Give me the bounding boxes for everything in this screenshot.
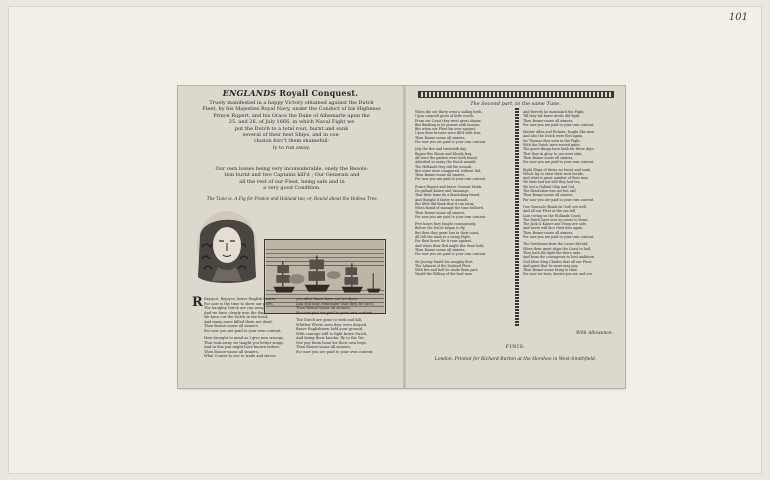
verse-line: That their fame do a flourishing friend, [415, 193, 481, 198]
verse-line: Upon their breasts were fill'd with fear, [415, 131, 481, 136]
verse-line: That took away we taught you better songs, [204, 340, 285, 345]
verse-line: And still may remember that they be such, [296, 301, 374, 306]
losses-line: tion burnt and two Captains kill'd ; Our Generals and [224, 172, 360, 179]
title-lead: ENGLANDS [222, 88, 277, 98]
verse-line: Master Allen and Holmes, fought like men, [523, 130, 595, 135]
verse-line: Whither Fleets seen they were despoil, [296, 322, 368, 327]
verse-line: God bless King Charles that all our Fleet, [523, 259, 593, 264]
verse-line: Prince Rupert and brave General Monk, [415, 184, 483, 189]
losses-line: all the rest of our Fleet, being safe and in [239, 178, 345, 185]
subtitle-line: put the Dutch to a total rout, burnt and sunk [234, 125, 349, 132]
verse-line: The Resolution was not but sail, [523, 189, 577, 194]
verse-line: July the five and twentieth day, [415, 147, 467, 152]
title-rest: Royall Conquest. [279, 88, 359, 98]
verse-line: And thought it faster to assault, [415, 197, 469, 202]
subtitle-line: Prince Rupert, and his Grace the Duke of Albemarle upon the [213, 112, 370, 119]
mount-board [8, 6, 762, 474]
verse-line: For then brave Sir it runs against, [415, 239, 473, 244]
verse-line: The haughty Dutch are run away, [204, 306, 265, 310]
portrait-woodcut [194, 207, 260, 285]
losses-line: Our own losses being very inconsiderable, onely the Resolu- [215, 166, 369, 172]
verse-line: And also the Dutch were fled again, [523, 134, 583, 139]
verse-line: And from the courageous to best ambition, [523, 255, 595, 260]
verse-line: Then Bonne-soone all sinners, [204, 349, 259, 354]
verse-line: Began this Shoon and bloody fray, [415, 151, 473, 156]
verse-line: And never will face their foes again, [523, 226, 584, 231]
verse-line: Till they his brave deeds did fight, [523, 114, 581, 119]
verse-line: you after times have not we done, [296, 297, 358, 301]
verse-line: But little did think they'd run away, [415, 201, 475, 206]
verse-line: We then had not still they had ten, [523, 180, 581, 185]
first-part-leaf [178, 86, 403, 388]
verse-line: For now you are paid to your own content. [523, 122, 595, 127]
ornamental-border [418, 91, 614, 98]
column-rule [515, 108, 519, 326]
verse-line: The Hollands they did the assault, [415, 164, 473, 169]
verse-line: Then Bonne-soone all sinners, [523, 193, 574, 198]
verse-line: And grant that he more may pay, [523, 263, 578, 268]
first-part-column-1 [204, 297, 284, 359]
verse-line: The Dutch have now no cause to boast, [523, 217, 589, 222]
verse-line: When the out thirty went a sailing forth, [415, 110, 483, 114]
losses-paragraph [192, 166, 392, 192]
verse-line: And all our Fleet at the sea tell, [523, 209, 577, 214]
verse-line: When their great ships the Coast to hail, [523, 246, 591, 251]
second-part-title: The Second part, to the same Tune. [470, 101, 561, 107]
verse-line: Then Bonne-soone all sinners, [523, 230, 574, 235]
verse-line: For now is the time to shew our parts, [204, 301, 274, 306]
verse-line: But when our Fleet his over against, [415, 127, 476, 132]
verse-line: For now you are paid to your own content. [523, 197, 595, 202]
verse-line: But thinking to be pursue with honour, [415, 122, 480, 127]
verse-line: Our Generals (thank be God) are well, [523, 204, 587, 209]
verse-line: With fire and bolt he made them part, [415, 268, 479, 273]
verse-line: Then Bonne-soone all sinners, [204, 324, 259, 328]
verse-line: For now you are paid to your own content. [415, 177, 487, 182]
verse-line: And being their knocks, fly to the Tor, [296, 336, 365, 340]
first-part-column-2 [296, 297, 374, 354]
printer-imprint: London, Printed for Richard Burton at the Horshoo in West-Smithfield. [434, 357, 597, 362]
verse-line: And fiercely he maintain'd the Fight, [523, 110, 585, 114]
verse-line: Before the Dutch begun to fly, [415, 226, 466, 231]
verse-line: We lost a Gallant Ship and Gal, [523, 184, 575, 189]
verse-line: Then Bonne-soone all sinners, [296, 306, 351, 310]
subtitle-line: ly to run away. [272, 144, 311, 151]
verse-line: The Dutchmen from the Cause did sail, [523, 242, 589, 247]
verse-line: Then Bonne-soone all sinners, [523, 155, 574, 160]
verse-line: Then Bonne-soone all sinners, [415, 135, 466, 140]
verse-line: For now you are paid to your own content. [296, 310, 374, 315]
verse-line: The Jack & Kaiser and Troop are safe, [523, 222, 587, 227]
verse-line: We have cut the Dutch in the head, [204, 315, 269, 319]
verse-line: For now we have, known you are and ove. [523, 272, 594, 277]
verse-line: Then Bonne-soone all sinners, [296, 345, 351, 349]
verse-line: And what is great number of their men [523, 176, 589, 181]
broadside-sheet [178, 86, 625, 388]
page-number: 101 [728, 12, 748, 23]
verse-line: And when their fled might flee their hold, [415, 243, 485, 248]
drop-cap: R [192, 295, 203, 310]
second-part-column-2 [523, 110, 595, 277]
finis: FINIS. [505, 344, 526, 350]
verse-line: They hath the fight the shore sake, [523, 250, 582, 255]
verse-line: Then Bonne-soone all sinners, [415, 210, 466, 215]
verse-line: Then Bonne-soone all sinners, [415, 173, 466, 178]
subtitle-line: several of their best Ships, and in con- [242, 132, 341, 139]
verse-line: How brought to mind as I give now wrongs, [204, 336, 284, 340]
verse-line: Sir Jeremy Smith his naughty fleet, [415, 259, 474, 264]
verse-line: What Course to see to trade and slaves. [204, 354, 277, 358]
verse-line: Do gallant Kaiser and Vansunge, [415, 189, 470, 194]
second-part-column-1 [415, 110, 486, 277]
verse-line: Then Bonne-soone all sinners, [523, 118, 574, 123]
subtitle-line: Fleet, by his Majesties Royal Navy, under the Conduct of his Highness [202, 106, 381, 113]
tune-line: The Tune is, A Fig for France and Holland too, or, Round about the Hollow Tree. [206, 196, 379, 201]
verse-line: Eight Ships of theirs we burnt and sunk, [523, 167, 591, 172]
subtitle-line: Truely manifested in a happy Victory obtained against the Dutch [209, 100, 374, 106]
verse-line: And we have clearly won the day, [204, 310, 265, 315]
verse-line: Then Bonne-soone bring to time, [523, 268, 578, 273]
verse-line: For now you are paid to your own content. [204, 328, 282, 333]
broadside-title [178, 88, 403, 98]
verse-line: Sir Thomas they seen in the Fight, [523, 138, 581, 143]
subtitle [190, 100, 393, 151]
verse-line: From our Coast they went great shame, [415, 118, 482, 123]
verse-line: For now you are paid to your own content. [523, 160, 595, 165]
verse-line: And in this you might have known before, [204, 345, 281, 349]
subtitle-line: 25. and 26. of July 1666. in which Naval Fight we [228, 119, 355, 126]
verse-line: All were the pirates were both found, [415, 155, 478, 160]
second-part-leaf [406, 86, 625, 388]
verse-line: Brave Englishmen hold your ground, [296, 327, 364, 331]
verse-line: For now you are paid to your own content. [415, 252, 487, 257]
verse-line: For now you are paid to your own content. [296, 349, 374, 354]
verse-line: Then Bonne-soone all sinners, [415, 247, 466, 252]
verse-line: That they in glory to sea were take, [523, 151, 583, 156]
with-allowance: With Allowance. [575, 331, 613, 336]
verse-line: With courage still to fight brave Dutch, [296, 331, 368, 336]
verse-line: But then they great loss in their coast, [415, 230, 480, 235]
verse-line: And many more killed them are dead, [204, 319, 273, 324]
verse-line: But some were conquered, without fail, [415, 168, 482, 173]
verse-line: With the Dutch were routed quite, [523, 143, 581, 148]
verse-line: The Dutch are gone to seek and kill, [296, 318, 363, 322]
verse-line: Admitted so many the Dutch assault, [415, 160, 477, 165]
verse-line: Upon counsell given of little worth, [415, 114, 475, 119]
verse-line: For now you are paid to your own content. [415, 140, 487, 145]
verse-line: Rejoyce, Rejoyce, brave English hearts, [204, 297, 277, 301]
losses-line: a very good Condition. [263, 185, 321, 192]
verse-line: Would the Willing of the lead men. [415, 272, 473, 277]
verse-line: Five hours they fought couragiously, [415, 222, 476, 227]
subtitle-line: clusion forc't them shamefull- [253, 138, 330, 145]
verse-line: Lion roving on the Hollands Coast, [523, 213, 582, 218]
verse-line: For now you are paid to your own content. [523, 235, 595, 240]
verse-line: Nor pay them bone-for their own boys, [296, 340, 367, 345]
verse-line: When found of manage the time bellowd, [415, 206, 484, 211]
verse-line: All left the main to a rising Fight, [415, 235, 471, 240]
verse-line: For now you are paid to your own content. [415, 214, 487, 219]
verse-line: The grave things have faith for these days, [523, 147, 595, 152]
verse-line: Which lay to shew their suck betide, [523, 171, 584, 176]
verse-line: The Admiral of the Zealand Fleet, [415, 263, 472, 268]
